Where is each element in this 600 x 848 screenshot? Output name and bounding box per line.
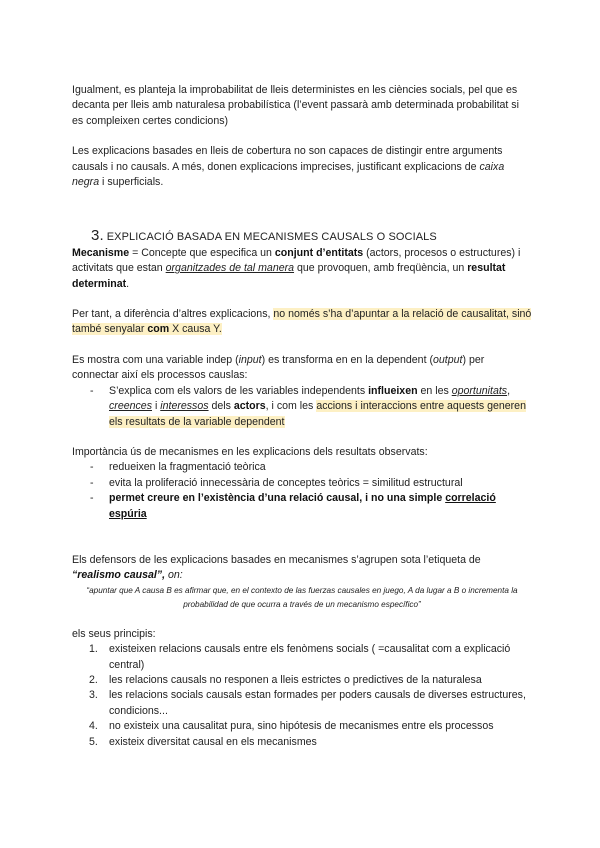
bold-text: influeixen xyxy=(368,384,418,397)
italic-underline-text: interessos xyxy=(160,400,209,413)
paragraph-mecanisme-definition xyxy=(72,246,532,292)
list-item xyxy=(72,491,532,522)
bullet-list-importancia xyxy=(72,460,532,522)
text: ) es transforma en en la dependent ( xyxy=(261,353,433,366)
text: en les xyxy=(417,384,452,397)
list-item: - evita la proliferació innecessària de conceptes teòrics = similitud estructural xyxy=(72,476,532,491)
list-number: 2. xyxy=(89,673,98,686)
document-page xyxy=(72,83,532,750)
italic-underline-text: organitzades de tal manera xyxy=(165,262,295,275)
section-title: EXPLICACIÓ BASADA EN MECANISMES CAUSALS O SOCIALS xyxy=(106,231,437,244)
text: X causa Y. xyxy=(169,323,222,336)
bold-text: com xyxy=(147,323,170,336)
highlighted-text: accions i interaccions entre aquests generen els resultats de la variable dependent xyxy=(109,400,526,428)
bullet-list-explica xyxy=(72,384,532,430)
text: i xyxy=(152,400,161,413)
list-item xyxy=(72,642,532,673)
list-text: no existeix una causalitat pura, sino hipótesis de mecanismes entre els processos xyxy=(109,720,494,733)
section-number: 3. xyxy=(91,227,104,245)
paragraph-defensors xyxy=(72,553,532,584)
numbered-list-principis xyxy=(72,642,532,750)
text: no només s’ha d’apuntar a la relació de causalitat, sinó també senyalar xyxy=(72,308,532,336)
list-text: existeixen relacions causals entre els fenòmens socials ( =causalitat com a explicació central) xyxy=(109,643,511,671)
text: dels xyxy=(208,400,234,413)
list-item xyxy=(72,735,532,750)
text: ) per connectar així els processos causlas: xyxy=(72,353,485,382)
list-item xyxy=(72,719,532,734)
italic-text: on: xyxy=(165,569,183,582)
list-item xyxy=(72,688,532,719)
list-number: 4. xyxy=(89,720,98,733)
quote-realismo-causal: “apuntar que A causa B es afirmar que, en el contexto de las fuerzas causales en juego, A da lugar a B o incrementa la probabilidad de que ocurra a través de un mecanismo específico” xyxy=(86,585,518,609)
list-item: - redueixen la fragmentació teòrica xyxy=(72,460,532,475)
bold-text xyxy=(109,492,496,519)
text: que provoquen, amb freqüència, un xyxy=(294,262,468,275)
text: Per tant, a diferència d’altres explicacions, xyxy=(72,308,274,321)
paragraph-coverage-laws xyxy=(72,144,532,190)
paragraph-probabilistic-laws: Igualment, es planteja la improbabilitat de lleis deterministes en les ciències socials, pel que es decanta per lleis amb naturalesa probabilística (l’event passarà amb determinada probabilitat si es compleixen certes condicions) xyxy=(72,84,519,127)
italic-underline-text: oportunitats xyxy=(451,384,508,397)
italic-text: output xyxy=(433,353,463,366)
list-item xyxy=(72,673,532,688)
list-number: 3. xyxy=(89,689,98,702)
italic-text: input xyxy=(238,353,262,366)
bold-text: actors xyxy=(233,400,266,413)
text: , xyxy=(507,384,511,397)
paragraph-principis-intro: els seus principis: xyxy=(72,627,156,640)
bold-italic-text: “realismo causal”, xyxy=(72,569,166,582)
list-text: existeix diversitat causal en els mecanismes xyxy=(109,735,317,748)
text: S’explica com els valors de les variables independents xyxy=(109,384,369,397)
text: i superficials. xyxy=(99,176,164,189)
text: . xyxy=(126,277,130,290)
bold-text: conjunt d’entitats xyxy=(274,246,364,259)
text: Els defensors de les explicacions basades en mecanismes s’agrupen sota l’etiqueta de xyxy=(72,553,481,566)
list-number: 5. xyxy=(89,735,98,748)
list-number: 1. xyxy=(89,643,98,656)
bold-text: resultat determinat xyxy=(72,262,506,290)
paragraph-importancia: Importància ús de mecanismes en les explicacions dels resultats observats: xyxy=(72,445,428,458)
text: = Concepte que especifica un xyxy=(129,246,275,259)
list-item xyxy=(72,384,532,430)
paragraph-input-output xyxy=(72,353,532,384)
text: permet creure en l’existència d’una relació causal, i no una simple xyxy=(109,492,446,505)
term-mecanisme: Mecanisme xyxy=(72,246,130,259)
paragraph-per-tant xyxy=(72,307,532,338)
text: , i com les xyxy=(265,400,317,413)
italic-text: caixa negra xyxy=(72,160,505,189)
italic-underline-text: creences xyxy=(109,400,152,413)
list-text: les relacions socials causals estan formades per poders causals de diverses estructures, condicions... xyxy=(109,689,526,717)
text: Es mostra com una variable indep ( xyxy=(72,353,239,366)
text: (actors, procesos o estructures) i activitats que estan xyxy=(72,246,521,275)
list-text: les relacions causals no responen a lleis estrictes o predictives de la naturalesa xyxy=(109,673,482,686)
underline-text: correlació espúria xyxy=(109,492,496,520)
section-heading xyxy=(91,228,532,245)
text: Les explicacions basades en lleis de cobertura no son capaces de distingir entre arguments causals i no causals. A més, donen explicacions imprecises, justificant explicacions de xyxy=(72,145,503,173)
